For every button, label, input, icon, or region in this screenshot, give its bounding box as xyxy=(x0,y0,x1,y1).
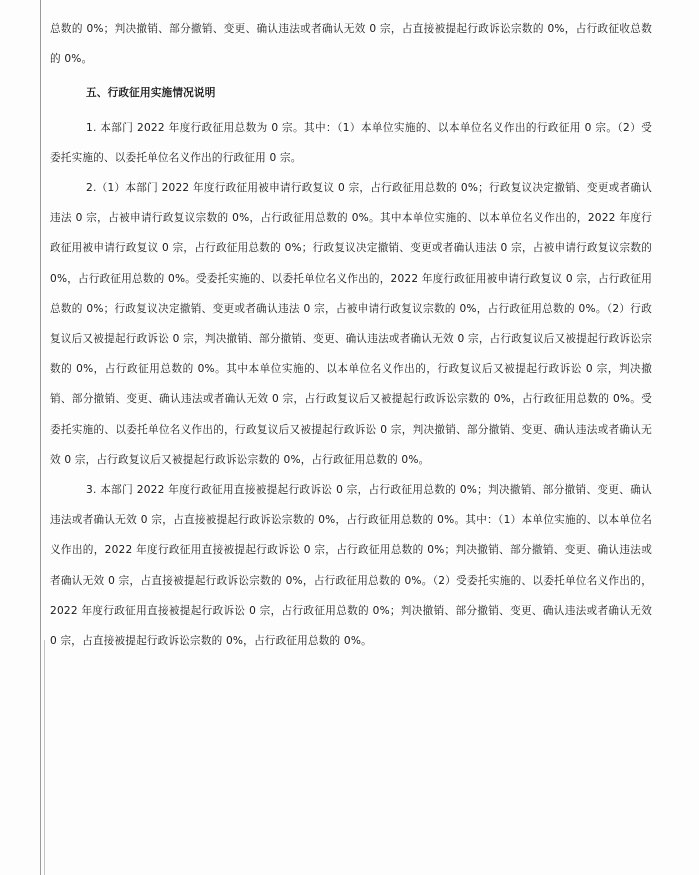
paragraph-item-2: 2.（1）本部门 2022 年度行政征用被申请行政复议 0 宗，占行政征用总数的 0%；行政复议决定撤销、变更或者确认违法 0 宗，占被申请行政复议宗数的 0%，占行政征用总数的 0%。其中本单位实施的、以本单位名义作出的，2022 年度行政征用被申请行政复议 0 宗，占行政征用总数的 0%；行政复议决定撤销、变更或者确认违法 0 宗，占被申请行政复议宗数的 0%，占行政征用总数的 0%。受委托实施的、以委托单位名义作出的，2022 年度行政征用被申请行政复议 0 宗，占行政征用总数的 0%；行政复议决定撤销、变更或者确认违法 0 宗，占被申请行政复议宗数的 0%，占行政征用总数的 0%。（2）行政复议后又被提起行政诉讼 0 宗，判决撤销、部分撤销、变更、确认违法或者确认无效 0 宗，占行政复议后又被提起行政诉讼宗数的 0%，占行政征用总数的 0%。其中本单位实施的、以本单位名义作出的，行政复议后又被提起行政诉讼 0 宗，判决撤销、部分撤销、变更、确认违法或者确认无效 0 宗，占行政复议后又被提起行政诉讼宗数的 0%，占行政征用总数的 0%。受委托实施的、以委托单位名义作出的，行政复议后又被提起行政诉讼 0 宗，判决撤销、部分撤销、变更、确认违法或者确认无效 0 宗，占行政复议后又被提起行政诉讼宗数的 0%，占行政征用总数的 0%。 xyxy=(50,182,652,466)
section-heading: 五、行政征用实施情况说明 xyxy=(86,87,216,100)
paragraph-item-1: 1. 本部门 2022 年度行政征用总数为 0 宗。其中：（1）本单位实施的、以本单位名义作出的行政征用 0 宗。（2）受委托实施的、以委托单位名义作出的行政征用 0 宗。 xyxy=(50,121,652,164)
binding-margin-line-secondary xyxy=(44,640,45,875)
paragraph-item-3: 3. 本部门 2022 年度行政征用直接被提起行政诉讼 0 宗，占行政征用总数的 0%；判决撤销、部分撤销、变更、确认违法或者确认无效 0 宗，占直接被提起行政诉讼宗数的 0%，占行政征用总数的 0%。其中：（1）本单位实施的、以本单位名义作出的，2022 年度行政征用直接被提起行政诉讼 0 宗，占行政征用总数的 0%；判决撤销、部分撤销、变更、确认违法或者确认无效 0 宗，占直接被提起行政诉讼宗数的 0%，占行政征用总数的 0%。（2）受委托实施的、以委托单位名义作出的，2022 年度行政征用直接被提起行政诉讼 0 宗，占行政征用总数的 0%；判决撤销、部分撤销、变更、确认违法或者确认无效 0 宗，占直接被提起行政诉讼宗数的 0%，占行政征用总数的 0%。 xyxy=(50,484,652,648)
binding-margin-line xyxy=(40,0,41,875)
document-body xyxy=(50,14,652,656)
continuation-paragraph: 总数的 0%；判决撤销、部分撤销、变更、确认违法或者确认无效 0 宗，占直接被提起行政诉讼宗数的 0%，占行政征收总数的 0%。 xyxy=(50,23,652,66)
